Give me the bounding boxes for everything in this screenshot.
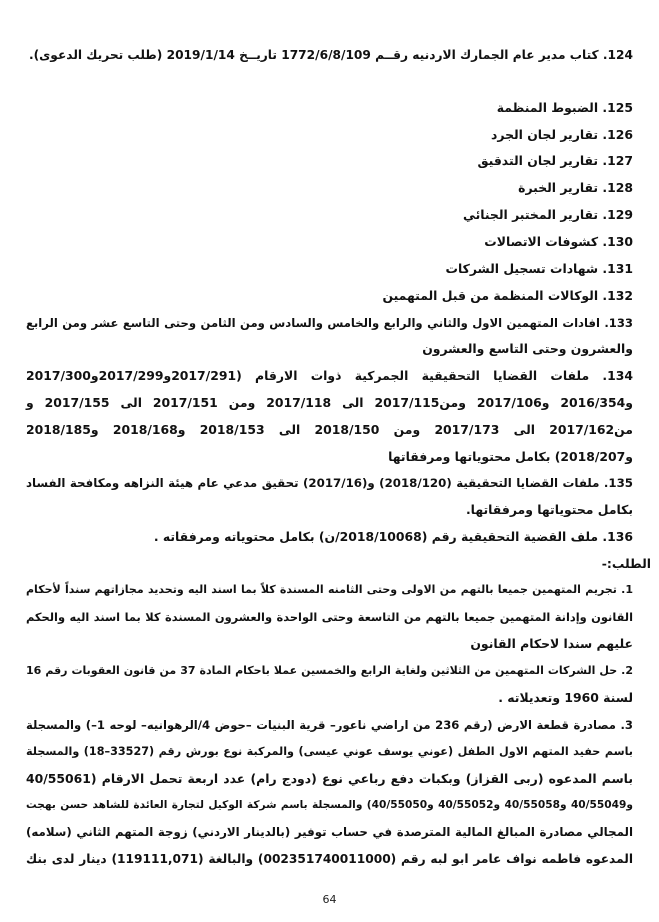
list-item-125: [497, 99, 633, 117]
item-text-continuation: و2016/354 و2017/106 ومن2017/115 الى 2017/118 ومن 2017/151 الى 2017/155 و: [26, 395, 633, 410]
request-number: 1.: [621, 583, 633, 596]
item-text: الوكالات المنظمة من قبل المتهمين: [382, 288, 599, 303]
list-item-133: [26, 314, 633, 332]
item-text: الضبوط المنظمة: [496, 100, 599, 115]
list-item-129: [463, 206, 633, 224]
request-text-continuation: القانون وإدانة المتهمين جميعا بالتهم من التاسعة وحتى الواحدة والعشرون المسندة كلا بما اسند اليه والحكم: [26, 610, 633, 624]
item-text: شهادات تسجيل الشركات: [445, 261, 599, 276]
request-text-continuation: باسم حفيد المتهم الاول الطفل (عوني يوسف عوني عيسى) والمركبة نوع بورش رقم (33527–18) والمسجلة: [26, 745, 634, 758]
item-text-continuation: من2017/162 الى 2017/173 ومن 2018/150 الى 2018/153 و2018/168 و2018/185: [26, 422, 633, 437]
request-text: مصادرة قطعة الارض (رقم 236 من اراضي ناعور– قرية البنيات –حوض 4/الرهوانيه– لوحه 1–) والمسجلة: [26, 718, 616, 732]
item-number: 126.: [602, 127, 633, 142]
item-text: كتاب مدير عام الجمارك الاردنيه رقــم 1772/6/8/109 تاريــخ 2019/1/14 (طلب تحريك الدعوى).: [28, 48, 599, 62]
request-heading: الطلب:-: [601, 556, 651, 571]
item-number: 135.: [603, 476, 634, 490]
request-number: 2.: [621, 664, 633, 677]
item-number: 132.: [602, 288, 633, 303]
list-item-128: [518, 179, 633, 197]
request-text-continuation: عليهم سندا لاحكام القانون: [470, 636, 633, 651]
item-text-continuation: و2018/207) بكامل محتوياتها ومرفقاتها: [388, 449, 633, 464]
item-number: 128.: [602, 180, 633, 195]
item-text-continuation: بكامل محتوياتها ومرفقاتها.: [465, 502, 633, 517]
list-item-131: [446, 260, 633, 278]
list-item-127: [477, 152, 633, 170]
item-text-continuation: والعشرون وحتى التاسع والعشرون: [422, 341, 633, 356]
item-text: افادات المتهمين الاول والثاني والرابع والخامس والسادس ومن الثامن وحتى التاسع عشر ومن الرابع: [26, 316, 600, 330]
request-text: تجريم المتهمين جميعا بالتهم من الاولى وحتى الثامنه المسندة كلاً بما اسند اليه وتحديد مجازاتهم سنداً لأحكام: [26, 583, 617, 596]
item-text: تقارير المختبر الجنائي: [463, 207, 599, 222]
item-number: 134.: [602, 368, 633, 383]
page-number: 64: [322, 893, 337, 906]
item-text: تقارير لجان الجرد: [491, 127, 599, 142]
list-item-134: [26, 367, 633, 385]
request-text: حل الشركات المتهمين من الثلاثين ولغاية الرابع والخمسين عملا باحكام المادة 37 من قانون العقوبات رقم 16: [26, 664, 618, 677]
item-text: ملفات القضايا التحقيقية (2018/120) و(2017/16) تحقيق مدعي عام هيئة النزاهه ومكافحة الفساد: [26, 476, 600, 490]
list-item-135: [26, 474, 633, 492]
item-number: 136.: [602, 529, 633, 544]
list-item-132: [382, 287, 633, 305]
item-number: 125.: [602, 100, 633, 115]
item-text: ملفات القضايا التحقيقية الجمركية ذوات الارقام (2017/291و2017/299و2017/300: [26, 368, 590, 383]
list-item-136: [154, 528, 633, 546]
list-item-130: [484, 233, 633, 251]
item-number: 124.: [602, 48, 633, 62]
item-text: ملف القضية التحقيقية رقم (2018/10068/ن) بكامل محتوياته ومرفقاته .: [153, 529, 599, 544]
request-text-continuation: باسم المدعوه (ربى القزاز) وبكبات دفع رباعي نوع (دودج رام) عدد اربعة تحمل الارقام (40/55061: [26, 771, 633, 786]
item-number: 130.: [602, 234, 633, 249]
list-item-124: [29, 46, 633, 64]
item-text: تقارير لجان التدقيق: [477, 153, 599, 168]
request-text-continuation: و40/55049 و40/55058 و40/55052 و40/55050) والمسجلة باسم شركة الوكيل لتجارة العائدة للشاهد حسن بهجت: [26, 799, 633, 811]
request-item-3: [26, 716, 633, 734]
list-item-126: [491, 126, 633, 144]
item-number: 129.: [602, 207, 633, 222]
request-item-2: [26, 662, 633, 680]
item-text: تقارير الخبرة: [518, 180, 599, 195]
item-number: 131.: [602, 261, 633, 276]
request-text-continuation: المجالي مصادرة المبالغ المالية المترصدة في حساب توفير (بالدينار الاردني) زوجة المتهم الثاني (سلامه): [26, 825, 633, 839]
request-number: 3.: [620, 718, 633, 732]
item-number: 133.: [604, 316, 633, 330]
item-text: كشوفات الاتصالات: [484, 234, 599, 249]
item-number: 127.: [602, 153, 633, 168]
request-item-1: [26, 581, 633, 599]
request-text-continuation: المدعوه فاطمه نواف عامر ابو لبه رقم (002351740011000) والبالغة (119111,071) دينار لدى بنك: [26, 852, 634, 866]
request-text-continuation: لسنة 1960 وتعديلاته .: [498, 690, 633, 705]
